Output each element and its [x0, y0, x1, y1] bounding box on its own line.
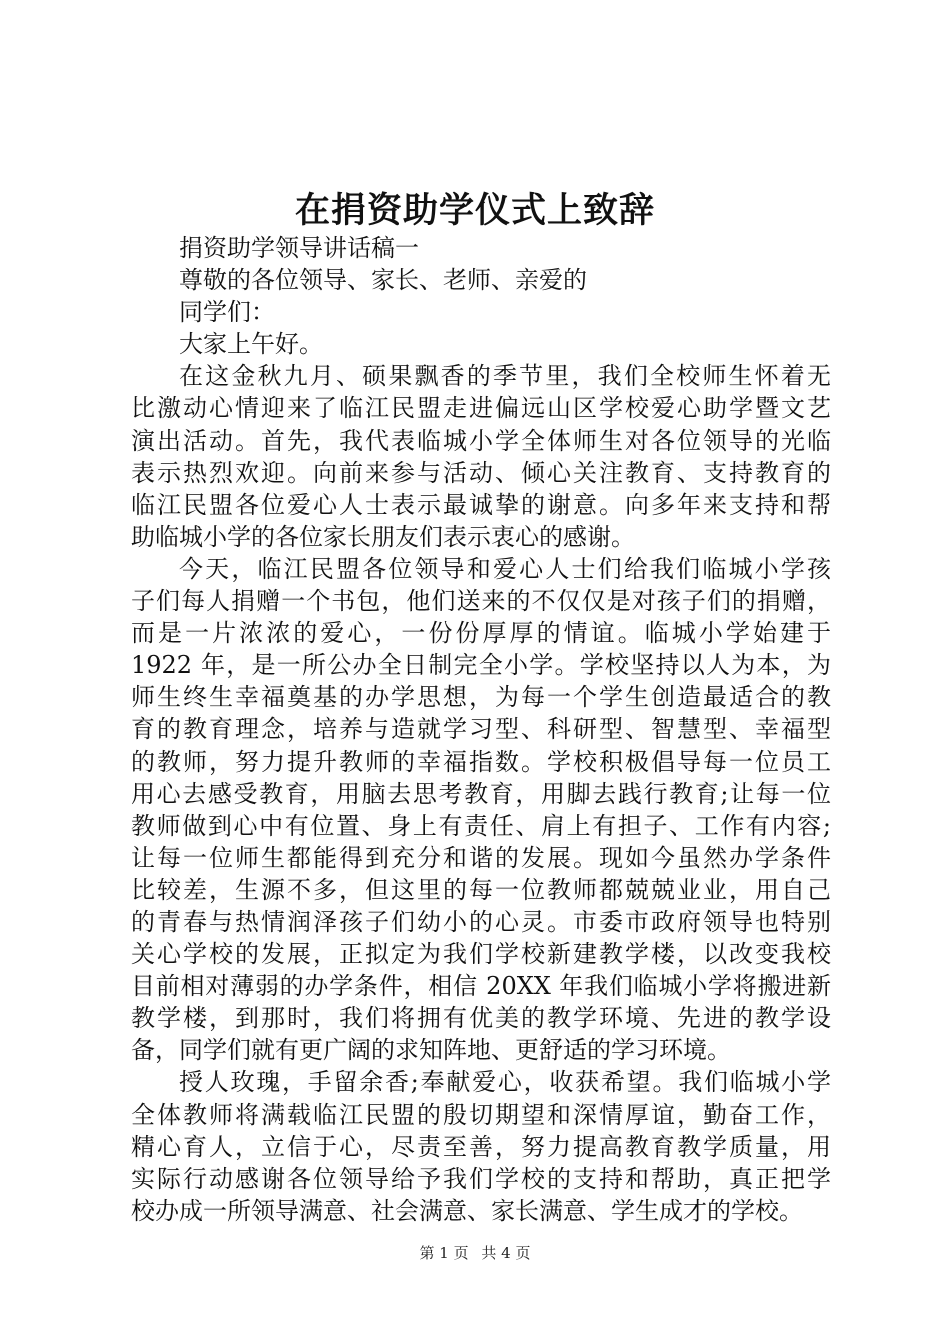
text-line: 临江民盟各位爱心人士表示最诚挚的谢意。向多年来支持和帮	[131, 490, 831, 519]
text-line: 大家上午好。	[179, 330, 323, 359]
text-line: 实际行动感谢各位领导给予我们学校的支持和帮助，真正把学	[131, 1164, 831, 1193]
text-line: 目前相对薄弱的办学条件，相信 20XX 年我们临城小学将搬进新	[131, 972, 831, 1001]
text-line: 精心育人，立信于心，尽责至善，努力提高教育教学质量，用	[131, 1132, 831, 1161]
text-line: 表示热烈欢迎。向前来参与活动、倾心关注教育、支持教育的	[131, 458, 831, 487]
text-line: 尊敬的各位领导、家长、老师、亲爱的	[179, 266, 587, 295]
text-line: 今天，临江民盟各位领导和爱心人士们给我们临城小学孩	[179, 554, 831, 583]
text-line: 用心去感受教育，用脑去思考教育，用脚去践行教育;让每一位	[131, 779, 831, 808]
text-line: 关心学校的发展，正拟定为我们学校新建教学楼，以改变我校	[131, 940, 831, 969]
page-footer	[0, 1242, 950, 1263]
text-line: 比激动心情迎来了临江民盟走进偏远山区学校爱心助学暨文艺	[131, 394, 831, 423]
document-title: 在捐资助学仪式上致辞	[294, 190, 655, 231]
text-line: 而是一片浓浓的爱心，一份份厚厚的情谊。临城小学始建于	[131, 619, 831, 648]
text-line: 在这金秋九月、硕果飘香的季节里，我们全校师生怀着无	[179, 362, 831, 391]
text-line: 备，同学们就有更广阔的求知阵地、更舒适的学习环境。	[131, 1036, 731, 1065]
text-line: 1922 年，是一所公办全日制完全小学。学校坚持以人为本，为	[131, 651, 831, 680]
text-line: 比较差，生源不多，但这里的每一位教师都兢兢业业，用自己	[131, 875, 831, 904]
document-body	[131, 232, 831, 1227]
text-line: 教师做到心中有位置、身上有责任、肩上有担子、工作有内容;	[131, 811, 831, 840]
text-line: 全体教师将满载临江民盟的殷切期望和深情厚谊，勤奋工作，	[131, 1100, 831, 1129]
page-total: 共 4 页	[481, 1244, 531, 1262]
text-line: 教学楼，到那时，我们将拥有优美的教学环境、先进的教学设	[131, 1004, 831, 1033]
text-line: 捐资助学领导讲话稿一	[179, 234, 419, 262]
text-line: 子们每人捐赠一个书包，他们送来的不仅仅是对孩子们的捐赠，	[131, 587, 831, 616]
text-line: 助临城小学的各位家长朋友们表示衷心的感谢。	[131, 522, 635, 551]
text-line: 让每一位师生都能得到充分和谐的发展。现如今虽然办学条件	[131, 843, 831, 872]
text-line: 授人玫瑰，手留余香;奉献爱心，收获希望。我们临城小学	[179, 1068, 831, 1097]
text-line: 演出活动。首先，我代表临城小学全体师生对各位领导的光临	[131, 426, 831, 455]
text-line: 同学们：	[179, 298, 275, 327]
text-line: 师生终生幸福奠基的办学思想，为每一个学生创造最适合的教	[131, 683, 831, 712]
text-line: 的青春与热情润泽孩子们幼小的心灵。市委市政府领导也特别	[131, 907, 831, 936]
text-line: 校办成一所领导满意、社会满意、家长满意、学生成才的学校。	[131, 1196, 803, 1225]
text-line: 的教师，努力提升教师的幸福指数。学校积极倡导每一位员工	[131, 747, 831, 776]
page-number: 第 1 页	[419, 1244, 469, 1262]
text-line: 育的教育理念，培养与造就学习型、科研型、智慧型、幸福型	[131, 715, 831, 744]
